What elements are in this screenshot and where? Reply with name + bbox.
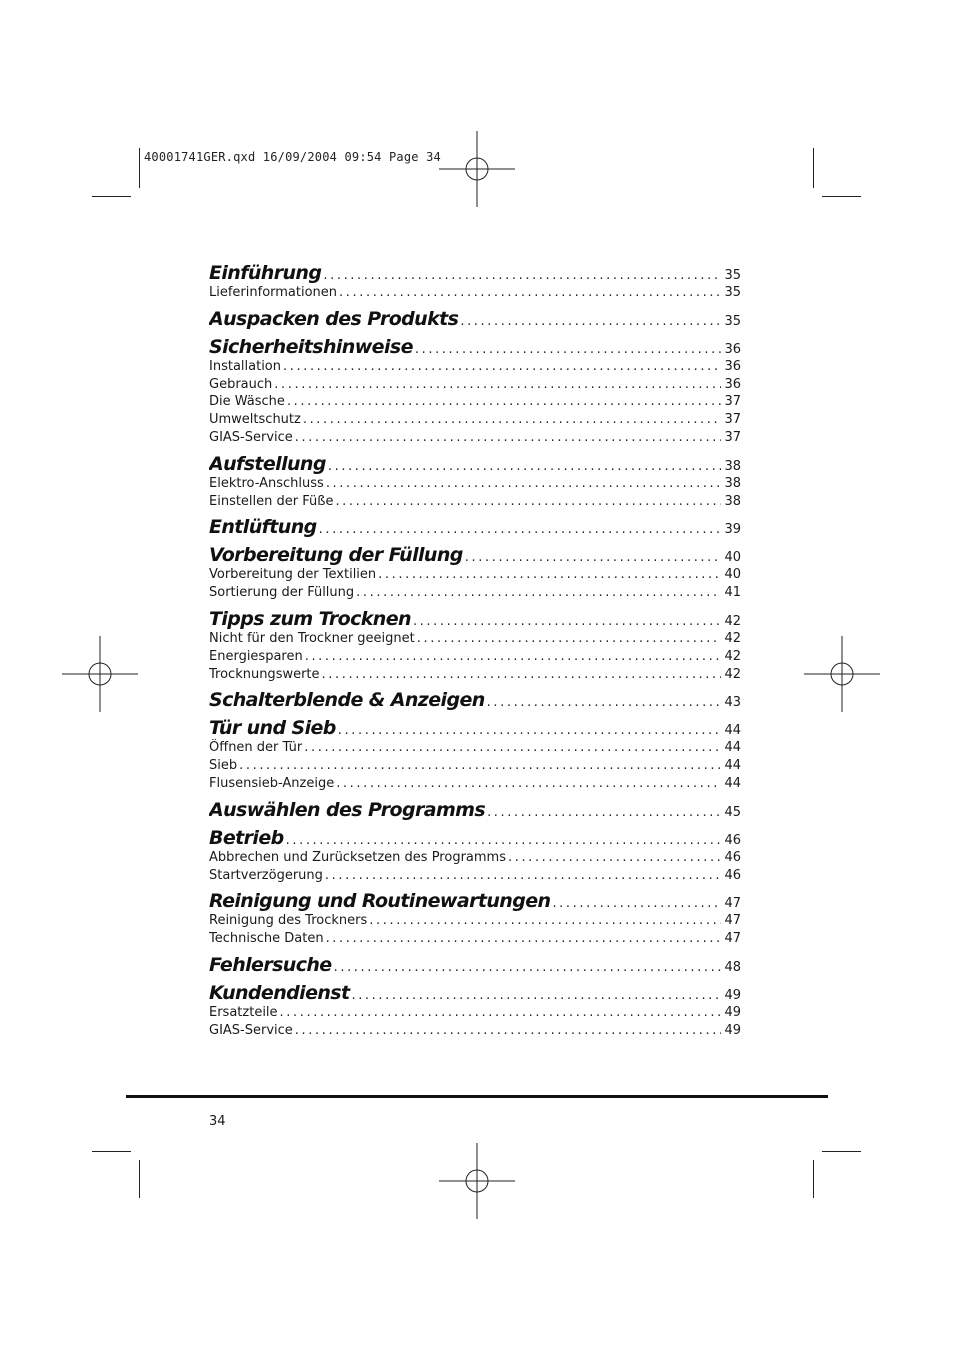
toc-page-number: 37 [724, 412, 741, 428]
toc-heading[interactable] [209, 982, 741, 1004]
toc-page-number: 35 [724, 268, 741, 283]
page-number: 34 [209, 1114, 226, 1129]
dot-leader [334, 775, 721, 793]
toc-page-number: 38 [724, 475, 741, 491]
dot-leader [332, 960, 722, 975]
toc-page-number: 49 [724, 987, 741, 1003]
toc-page-number: 44 [724, 758, 741, 774]
toc-heading[interactable] [209, 689, 741, 711]
toc-label: Abbrechen und Zurücksetzen des Programms [209, 849, 506, 865]
registration-mark-left [62, 636, 138, 712]
dot-leader [337, 284, 721, 302]
dot-leader [302, 739, 721, 757]
footer-rule [126, 1095, 828, 1098]
toc-heading[interactable] [209, 516, 741, 538]
toc-label: GIAS-Service [209, 1022, 293, 1038]
toc-label: Startverzögerung [209, 867, 323, 883]
toc-label: Nicht für den Trockner geeignet [209, 630, 415, 646]
toc-heading[interactable] [209, 262, 741, 284]
toc-page-number: 36 [724, 376, 741, 392]
toc-page-number: 37 [724, 429, 741, 445]
dot-leader [411, 614, 722, 629]
toc-label: Schalterblende & Anzeigen [209, 689, 485, 712]
toc-page-number: 47 [724, 913, 741, 929]
toc-label: Sicherheitshinweise [209, 335, 413, 358]
registration-mark-bottom [439, 1143, 515, 1219]
toc-page-number: 36 [724, 341, 741, 357]
toc-label: Kundendienst [209, 981, 350, 1004]
toc-page-number: 39 [724, 522, 741, 538]
toc-subentry[interactable] [209, 411, 741, 429]
crop-mark-top-right-v [813, 148, 814, 188]
toc-label: Aufstellung [209, 452, 326, 475]
toc-subentry[interactable] [209, 1022, 741, 1040]
toc-label: Vorbereitung der Textilien [209, 567, 377, 583]
toc-page-number: 38 [724, 493, 741, 509]
dot-leader [317, 522, 722, 537]
dot-leader [349, 988, 721, 1003]
toc-label: Tür und Sieb [209, 717, 336, 740]
toc-page-number: 38 [724, 458, 741, 474]
toc-page-number: 46 [724, 867, 741, 883]
toc-page-number: 49 [724, 1004, 741, 1020]
toc-label: Vorbereitung der Füllung [209, 544, 463, 567]
toc-label: Lieferinformationen [209, 285, 338, 300]
registration-mark-top [439, 131, 515, 207]
crop-mark-top-left-h [92, 196, 131, 197]
toc-subentry[interactable] [209, 930, 741, 948]
dot-leader [320, 666, 722, 684]
toc-label: Die Wäsche [209, 394, 285, 410]
toc-subentry[interactable] [209, 493, 741, 511]
toc-heading[interactable] [209, 717, 741, 739]
dot-leader [458, 314, 721, 329]
toc-subentry[interactable] [209, 429, 741, 447]
toc-label: Betrieb [209, 826, 284, 849]
table-of-contents [209, 262, 741, 1040]
dot-leader [272, 376, 721, 394]
toc-label: Sortierung der Füllung [209, 585, 355, 601]
toc-subentry[interactable] [209, 757, 741, 775]
toc-page-number: 47 [724, 896, 741, 912]
toc-subentry[interactable] [209, 739, 741, 757]
dot-leader [413, 342, 722, 357]
toc-page-number: 42 [724, 613, 741, 629]
toc-label: Energiesparen [209, 648, 303, 664]
toc-subentry[interactable] [209, 1004, 741, 1022]
dot-leader [333, 493, 721, 511]
toc-page-number: 43 [724, 695, 741, 711]
toc-subentry[interactable] [209, 584, 741, 602]
crop-mark-bottom-left-h [92, 1151, 131, 1152]
toc-subentry[interactable] [209, 867, 741, 885]
toc-page-number: 35 [724, 313, 741, 329]
toc-page-number: 48 [724, 959, 741, 975]
toc-subentry[interactable] [209, 666, 741, 684]
dot-leader [293, 1022, 722, 1040]
toc-page-number: 47 [724, 931, 741, 947]
toc-heading[interactable] [209, 608, 741, 630]
toc-page-number: 40 [724, 567, 741, 583]
dot-leader [463, 550, 722, 565]
dot-leader [326, 459, 722, 474]
toc-label: Gebrauch [209, 376, 273, 392]
dot-leader [278, 1004, 722, 1022]
toc-subentry[interactable] [209, 376, 741, 394]
toc-label: Elektro-Anschluss [209, 475, 324, 491]
dot-leader [415, 630, 722, 648]
toc-heading[interactable] [209, 890, 741, 912]
registration-mark-right [804, 636, 880, 712]
toc-label: GIAS-Service [209, 429, 293, 445]
toc-page-number: 44 [724, 723, 741, 739]
toc-heading[interactable] [209, 453, 741, 475]
toc-page-number: 42 [724, 630, 741, 646]
dot-leader [485, 695, 722, 710]
toc-page-number: 49 [724, 1022, 741, 1038]
toc-subentry[interactable] [209, 284, 741, 302]
dot-leader [281, 358, 721, 376]
dot-leader [237, 757, 721, 775]
toc-page-number: 36 [724, 358, 741, 374]
toc-subentry[interactable] [209, 912, 741, 930]
toc-page-number: 44 [724, 775, 741, 791]
toc-label: Ersatzteile [209, 1004, 278, 1020]
dot-leader [367, 912, 721, 930]
dot-leader [303, 648, 722, 666]
toc-page-number: 42 [724, 648, 741, 664]
toc-page-number: 41 [724, 585, 741, 601]
dot-leader [285, 393, 722, 411]
toc-subentry[interactable] [209, 566, 741, 584]
toc-page-number: 45 [724, 804, 741, 820]
dot-leader [284, 833, 722, 848]
toc-label: Technische Daten [209, 931, 324, 947]
crop-mark-top-left-v [139, 148, 140, 188]
toc-heading[interactable] [209, 336, 741, 358]
dot-leader [354, 584, 721, 602]
toc-label: Reinigung des Trockners [209, 913, 368, 929]
toc-heading[interactable] [209, 544, 741, 566]
toc-subentry[interactable] [209, 849, 741, 867]
toc-heading[interactable] [209, 827, 741, 849]
crop-mark-bottom-right-h [822, 1151, 861, 1152]
dot-leader [550, 896, 721, 911]
toc-subentry[interactable] [209, 358, 741, 376]
toc-subentry[interactable] [209, 775, 741, 793]
toc-label: Öffnen der Tür [209, 740, 303, 756]
toc-subentry[interactable] [209, 648, 741, 666]
toc-label: Tipps zum Trocknen [209, 607, 411, 630]
crop-mark-bottom-left-v [139, 1160, 140, 1198]
toc-label: Einführung [209, 262, 322, 284]
toc-subentry[interactable] [209, 393, 741, 411]
toc-page-number: 46 [724, 832, 741, 848]
toc-heading[interactable] [209, 954, 741, 976]
toc-label: Installation [209, 358, 282, 374]
dot-leader [376, 566, 721, 584]
toc-page-number: 42 [724, 666, 741, 682]
toc-label: Trocknungswerte [209, 666, 320, 682]
dot-leader [324, 930, 722, 948]
crop-mark-top-right-h [822, 196, 861, 197]
dot-leader [301, 411, 722, 429]
toc-subentry[interactable] [209, 630, 741, 648]
toc-page-number: 46 [724, 849, 741, 865]
crop-mark-bottom-right-v [813, 1160, 814, 1198]
toc-label: Flusensieb-Anzeige [209, 775, 335, 791]
toc-heading[interactable] [209, 308, 741, 330]
dot-leader [506, 849, 721, 867]
toc-label: Fehlersuche [209, 953, 332, 976]
toc-page-number: 40 [724, 550, 741, 566]
toc-subentry[interactable] [209, 475, 741, 493]
dot-leader [323, 867, 722, 885]
toc-label: Entlüftung [209, 516, 317, 539]
dot-leader [324, 475, 722, 493]
dot-leader [293, 429, 722, 447]
toc-page-number: 44 [724, 740, 741, 756]
toc-label: Sieb [209, 758, 238, 774]
toc-page-number: 37 [724, 394, 741, 410]
toc-label: Auspacken des Produkts [209, 307, 459, 330]
dot-leader [485, 805, 721, 820]
toc-page-number: 35 [724, 285, 741, 300]
toc-label: Auswählen des Programms [209, 798, 486, 821]
print-slug: 40001741GER.qxd 16/09/2004 09:54 Page 34 [144, 150, 441, 164]
toc-label: Reinigung und Routinewartungen [209, 890, 551, 913]
toc-label: Einstellen der Füße [209, 493, 334, 509]
toc-heading[interactable] [209, 799, 741, 821]
dot-leader [321, 268, 721, 283]
toc-label: Umweltschutz [209, 412, 301, 428]
dot-leader [336, 723, 722, 738]
